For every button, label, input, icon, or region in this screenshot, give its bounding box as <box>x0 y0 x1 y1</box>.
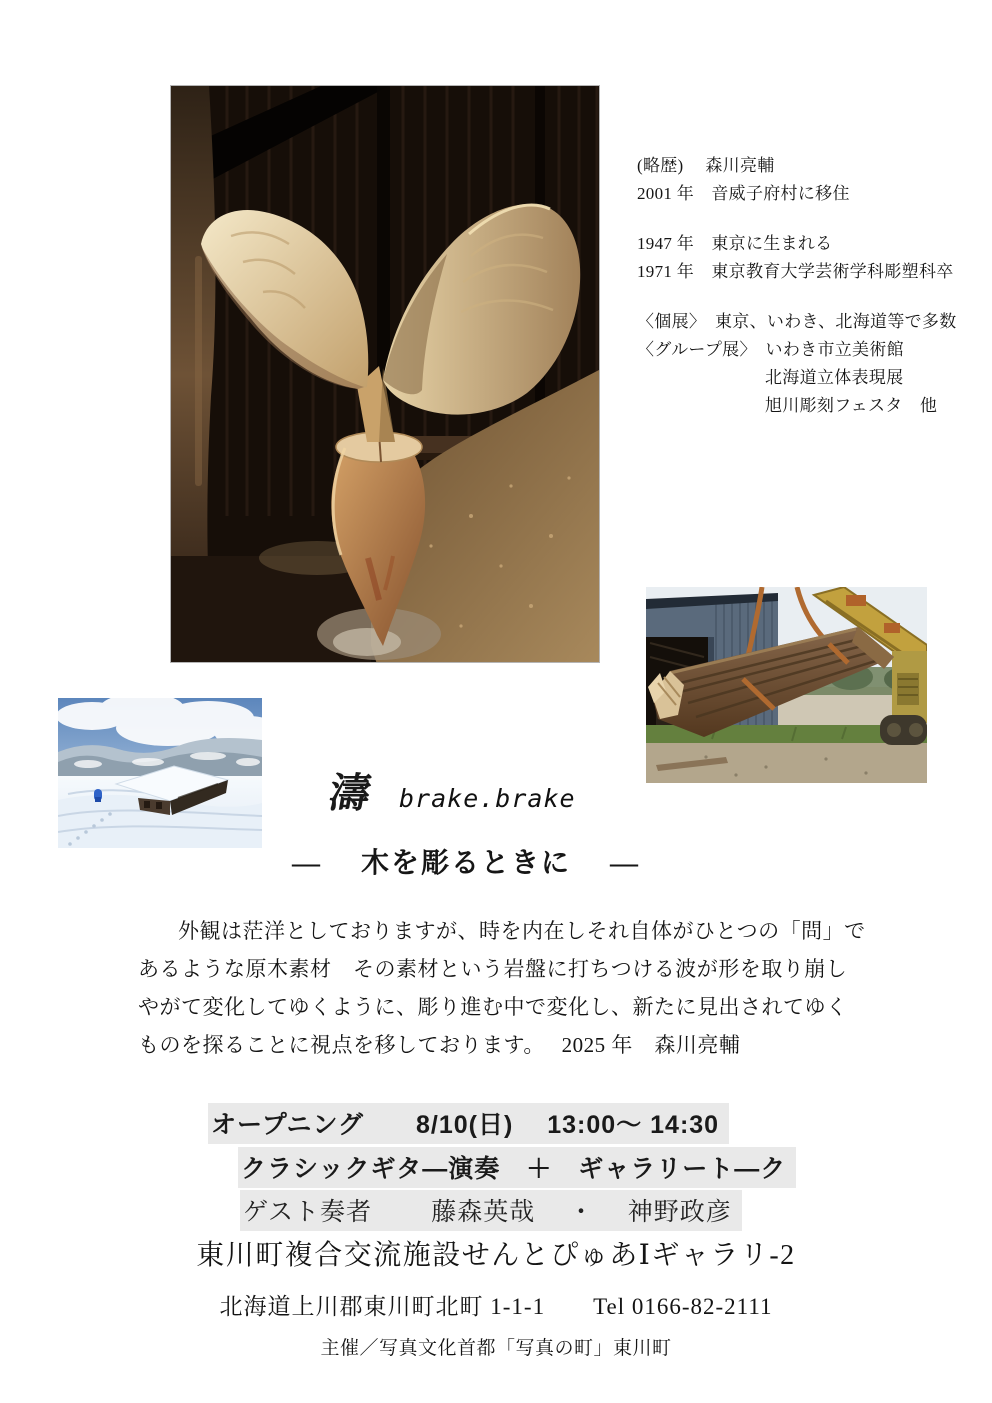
title-kanji: 濤 <box>325 770 375 816</box>
opening-info <box>208 1103 796 1231</box>
venue-organizer: 主催／写真文化首都「写真の町」東川町 <box>320 1338 672 1359</box>
group-exhibition-line-2: 北海道立体表現展 <box>765 368 904 387</box>
artist-statement <box>138 912 878 1064</box>
opening-line-program: クラシックギタ―演奏 ＋ ギャラリート―ク <box>238 1147 796 1188</box>
bio-heading: (略歴) 森川亮輔 <box>637 156 775 175</box>
sculpture-photo-art <box>171 86 600 663</box>
bio-line-1947: 1947 年 東京に生まれる <box>637 234 833 253</box>
bio-line-2001: 2001 年 音威子府村に移住 <box>637 184 850 203</box>
statement-line-1: 外観は茫洋としておりますが、時を内在しそれ自体がひとつの「問」で <box>178 919 866 943</box>
venue-name: 東川町複合交流施設せんとぴゅあⅠギャラリ-2 <box>196 1240 796 1271</box>
title-latin: brake.brake <box>399 784 576 813</box>
opening-line-guests: ゲスト奏者 藤森英哉 ・ 神野政彦 <box>240 1190 742 1231</box>
log-photo <box>646 587 927 783</box>
log-photo-art <box>646 587 927 783</box>
group-exhibition-line-1: 〈グループ展〉 いわき市立美術館 <box>637 340 904 359</box>
venue-address: 北海道上川郡東川町北町 1-1-1 Tel 0166-82-2111 <box>219 1294 773 1319</box>
statement-line-2: あるような原木素材 その素材という岩盤に打ちつける波が形を取り崩し <box>138 957 848 981</box>
artist-bio <box>637 152 987 420</box>
solo-exhibition-line: 〈個展〉 東京、いわき、北海道等で多数 <box>637 312 957 331</box>
exhibition-title <box>325 760 576 819</box>
snow-photo-art <box>58 698 262 848</box>
sculpture-photo <box>170 85 600 663</box>
title-subtitle: ― 木を彫るときに ― <box>291 848 640 879</box>
opening-line-datetime: オープニング 8/10(日) 13:00～ 14:30 <box>208 1103 729 1144</box>
statement-line-3: やがて変化してゆくように、彫り進む中で変化し、新たに見出されてゆく <box>138 995 848 1019</box>
venue-info <box>0 1233 992 1360</box>
bio-line-1971: 1971 年 東京教育大学芸術学科彫塑科卒 <box>637 262 954 281</box>
group-exhibition-line-3: 旭川彫刻フェスタ 他 <box>765 396 938 415</box>
snow-photo <box>58 698 262 848</box>
statement-line-4: ものを探ることに視点を移しております。 2025 年 森川亮輔 <box>138 1033 741 1057</box>
